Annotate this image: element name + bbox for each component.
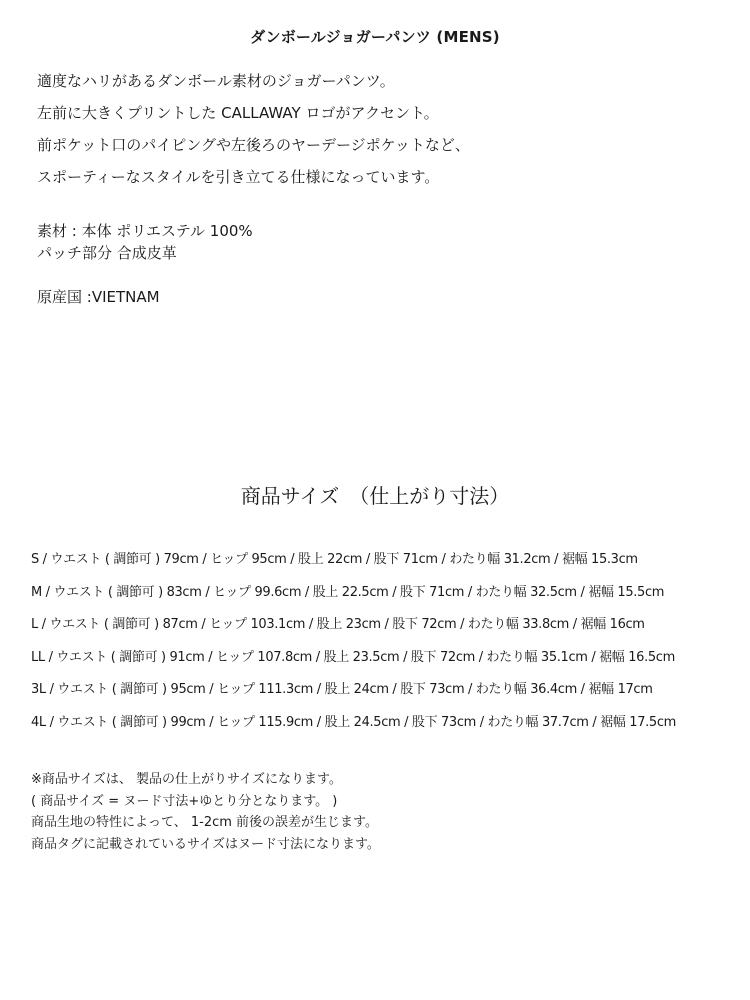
size-section-heading: 商品サイズ （仕上がり寸法） [240,484,510,508]
description-line: スポーティーなスタイルを引き立てる仕様になっています。 [37,168,440,186]
material-info [37,221,717,265]
size-list [31,551,746,746]
size-row-l: L / ウエスト ( 調節可 ) 87cm / ヒップ 103.1cm / 股上 23cm / 股下 72cm / わたり幅 33.8cm / 裾幅 16cm [31,617,645,632]
size-row-ll: LL / ウエスト ( 調節可 ) 91cm / ヒップ 107.8cm / 股上 23.5cm / 股下 72cm / わたり幅 35.1cm / 裾幅 16.5cm [31,649,675,665]
product-description [37,71,717,199]
size-row-s: S / ウエスト ( 調節可 ) 79cm / ヒップ 95cm / 股上 22cm / 股下 71cm / わたり幅 31.2cm / 裾幅 15.3cm [31,552,638,567]
description-line: 前ポケット口のパイピングや左後ろのヤーデージポケットなど、 [37,136,470,154]
description-line: 適度なハリがあるダンボール素材のジョガーパンツ。 [37,72,395,90]
description-line: 左前に大きくプリントした CALLAWAY ロゴがアクセント。 [37,104,439,122]
size-row-4l: 4L / ウエスト ( 調節可 ) 99cm / ヒップ 115.9cm / 股上 24.5cm / 股下 73cm / わたり幅 37.7cm / 裾幅 17.5cm [31,714,676,730]
note-line: ※商品サイズは、 製品の仕上がりサイズになります。 [31,772,342,787]
size-notes [31,771,731,857]
country-of-origin: 原産国 :VIETNAM [37,288,160,306]
material-line: 素材 : 本体 ポリエステル 100% [37,222,253,240]
size-row-m: M / ウエスト ( 調節可 ) 83cm / ヒップ 99.6cm / 股上 22.5cm / 股下 71cm / わたり幅 32.5cm / 裾幅 15.5cm [31,584,665,600]
note-line: 商品生地の特性によって、 1-2cm 前後の誤差が生じます。 [31,815,379,830]
note-line: ( 商品サイズ = ヌード寸法+ゆとり分となります。 ) [31,793,338,809]
product-title: ダンボールジョガーパンツ (MENS) [250,28,500,46]
note-line: 商品タグに記載されているサイズはヌード寸法になります。 [31,836,380,852]
material-line: パッチ部分 合成皮革 [37,244,177,262]
size-row-3l: 3L / ウエスト ( 調節可 ) 95cm / ヒップ 111.3cm / 股上 24cm / 股下 73cm / わたり幅 36.4cm / 裾幅 17cm [31,682,653,697]
